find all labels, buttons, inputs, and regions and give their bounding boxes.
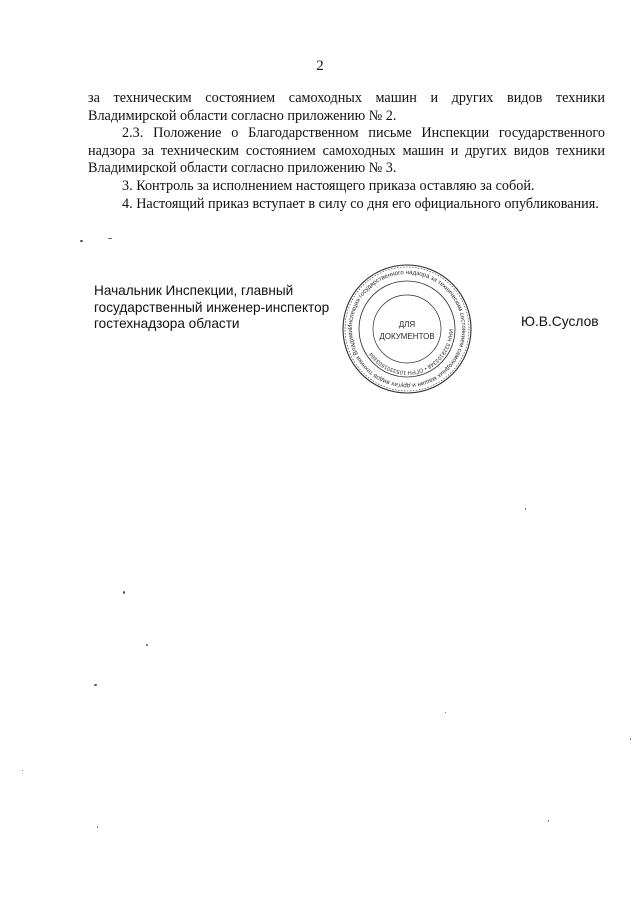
seal-inner-text: ИНН 3328103348 • ОГРН 1053301603384 — [368, 328, 454, 376]
scan-speck — [94, 684, 97, 686]
text-line: Владимирской области согласно приложению № 2. — [88, 107, 397, 124]
paragraph-4 — [88, 196, 605, 214]
seal-mid-ring — [359, 281, 455, 377]
position-line: государственный инженер-инспектор — [94, 299, 330, 315]
text-line: опубликования. — [504, 195, 599, 212]
scan-speck — [445, 712, 446, 713]
scan-speck — [80, 240, 83, 242]
position-line: Начальник Инспекции, главный — [94, 283, 294, 298]
text-line: надзора за техническим состоянием самоходных машин и других видов техники — [88, 142, 605, 159]
scan-speck — [22, 770, 23, 771]
scan-speck — [525, 508, 526, 510]
seal-ring-text: Инспекция государственного надзора за техническим состоянием самоходных машин и других видов техники Владими — [346, 268, 468, 390]
paragraph-continuation — [88, 90, 605, 125]
text-line: 2.3. Положение о Благодарственном письме Инспекции государственного — [122, 125, 605, 142]
position-line: гостехнадзора области — [94, 316, 240, 332]
paragraph-3 — [88, 178, 605, 196]
text-line: за техническим состоянием самоходных машин и других видов техники — [88, 90, 605, 106]
scan-speck — [548, 820, 549, 822]
scan-speck — [108, 238, 112, 239]
text-line: 4. Настоящий приказ вступает в силу со дня его официального — [122, 195, 501, 212]
scan-speck — [97, 826, 98, 828]
seal-center-text-1: ДЛЯ — [398, 320, 416, 329]
order-text — [88, 90, 605, 213]
scan-speck — [630, 738, 631, 740]
seal-inner-ring — [373, 295, 441, 363]
scan-speck — [146, 644, 148, 646]
text-line: Владимирской области согласно приложению № 3. — [88, 160, 397, 177]
paragraph-2-3 — [88, 125, 605, 178]
text-line: 3. Контроль за исполнением настоящего приказа оставляю за собой. — [122, 177, 535, 194]
official-seal-stamp — [340, 262, 474, 396]
signatory-name: Ю.В.Суслов — [521, 314, 599, 329]
signatory-position — [94, 283, 344, 333]
seal-center-text-2: ДОКУМЕНТОВ — [379, 332, 435, 341]
page-number: 2 — [316, 58, 324, 74]
scan-speck — [123, 591, 125, 594]
